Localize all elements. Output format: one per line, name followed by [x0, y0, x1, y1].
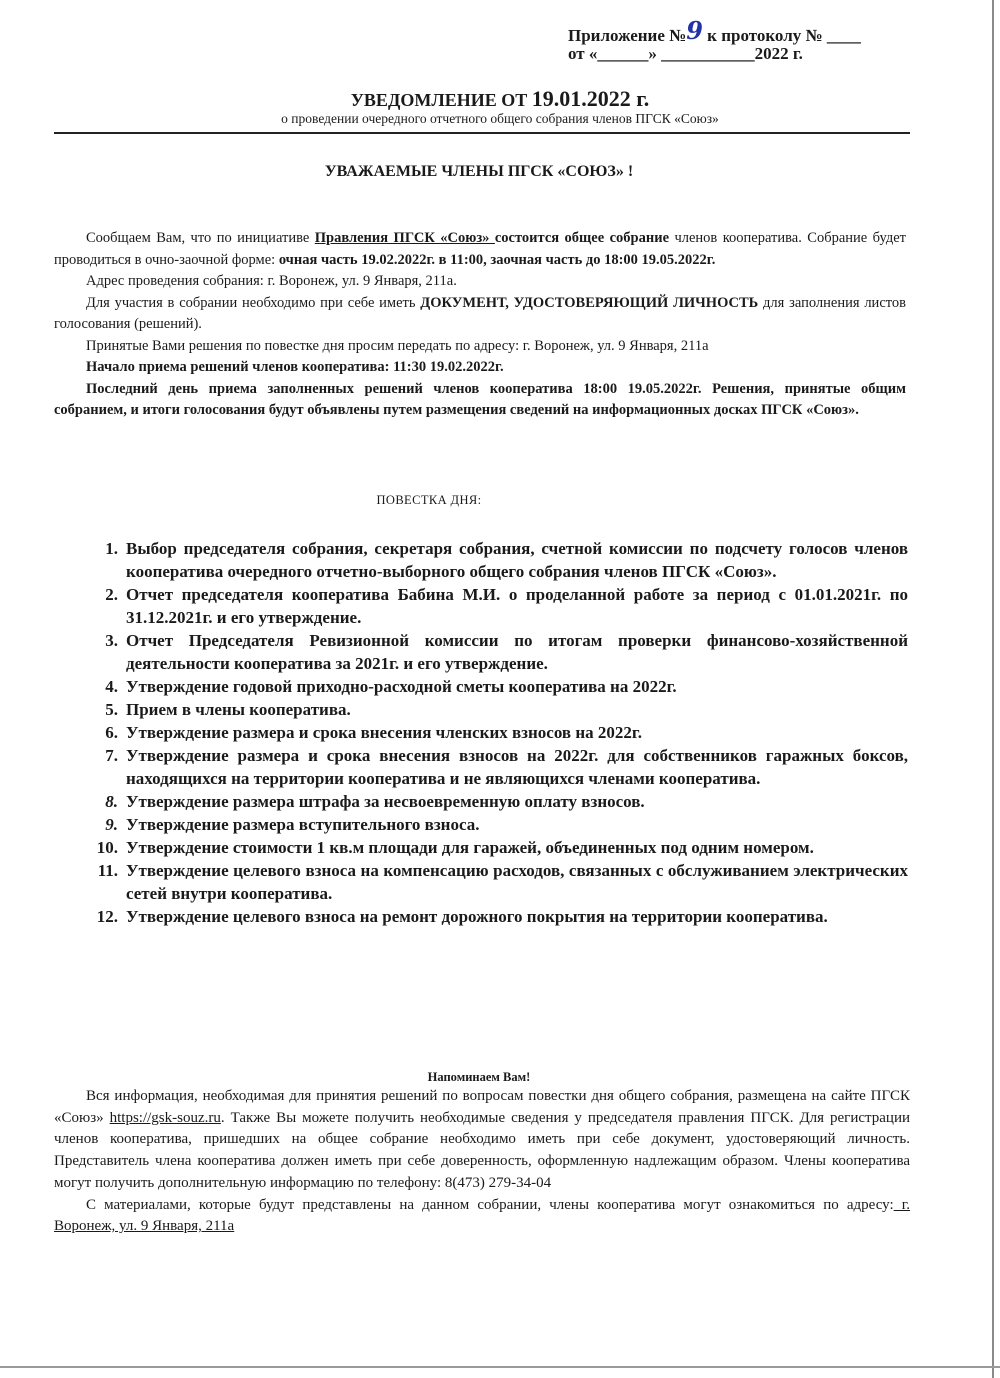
agenda-item	[86, 721, 908, 744]
agenda-heading: ПОВЕСТКА ДНЯ:	[376, 493, 482, 507]
agenda-item-number: 3.	[105, 631, 118, 650]
scan-edge-bottom	[0, 1366, 1000, 1368]
agenda-item-number: 1.	[105, 539, 118, 558]
agenda-item	[86, 629, 908, 675]
intro-paragraph	[54, 228, 906, 271]
annex-prefix: Приложение №	[568, 26, 687, 45]
agenda-item-number: 8.	[105, 792, 118, 811]
agenda-item-text: Утверждение размера и срока внесения взносов на 2022г. для собственников гаражных боксов, находящихся на территории кооператива и не являющихся членами кооператива.	[126, 746, 908, 788]
agenda-item-number: 10.	[96, 838, 118, 857]
title-date: 19.01.2022 г.	[531, 86, 650, 111]
agenda-item-text: Утверждение годовой приходно-расходной сметы кооператива на 2022г.	[126, 677, 677, 696]
agenda-item	[86, 813, 908, 836]
agenda-item-number: 9.	[105, 815, 118, 834]
annex-date-line: от «______» ___________2022 г.	[568, 44, 803, 63]
agenda-item	[86, 905, 908, 928]
agenda-item	[86, 836, 908, 859]
agenda-item-text: Утверждение целевого взноса на ремонт дорожного покрытия на территории кооператива.	[126, 907, 828, 926]
decisions-deadline: Последний день приема заполненных решений членов кооператива 18:00 19.05.2022г. Решения, принятые общим собранием, и итоги голосования будут объявлены путем размещения сведений на информационных досках ПГСК «Союз».	[54, 380, 906, 418]
agenda-item-text: Прием в члены кооператива.	[126, 700, 351, 719]
agenda-item-number: 11.	[97, 861, 118, 880]
agenda-item-text: Утверждение размера вступительного взноса.	[126, 815, 480, 834]
identity-text: Для участия в собрании необходимо при себе иметь	[86, 294, 421, 311]
agenda-item	[86, 859, 908, 905]
agenda-item-text: Отчет председателя кооператива Бабина М.И. о проделанной работе за период с 01.01.2021г. по 31.12.2021г. и его утверждение.	[126, 585, 908, 627]
materials-paragraph	[54, 1195, 910, 1238]
agenda-item	[86, 790, 908, 813]
reminder-paragraph	[54, 1086, 910, 1195]
intro-text: Сообщаем Вам, что по инициативе	[86, 230, 315, 246]
agenda-item-number: 5.	[105, 700, 118, 719]
page-title	[0, 86, 1000, 112]
identity-paragraph	[54, 293, 906, 336]
identity-text: для заполнения листов голосования (решений).	[54, 294, 906, 332]
agenda-item	[86, 537, 908, 583]
reminder-text: . Также Вы можете получить необходимые сведения у председателя правления ПГСК. Для регистрации членов кооператива, пришедших на общее собрание необходимо иметь при себе документ, удостоверяющий личность. Представитель члена кооператива должен иметь при себе доверенность, оформленную надлежащим образом. Члены кооператива могут получить дополнительную информацию по телефону: 8(473) 279-34-04	[54, 1109, 910, 1191]
agenda-item-number: 2.	[105, 585, 118, 604]
annex-line	[568, 16, 861, 46]
agenda-item-text: Утверждение стоимости 1 кв.м площади для гаражей, объединенных под одним номером.	[126, 838, 814, 857]
meeting-address: Адрес проведения собрания: г. Воронеж, ул. 9 Января, 211а.	[86, 273, 457, 289]
agenda-item-text: Утверждение размера штрафа за несвоевременную оплату взносов.	[126, 792, 645, 811]
title-divider	[54, 132, 910, 134]
scan-edge-right	[992, 0, 994, 1378]
reminder-text: Вся информация, необходимая для принятия решений по вопросам повестки дня общего собрания, размещена на сайте ПГСК «Союз»	[54, 1088, 910, 1126]
agenda-item-number: 7.	[105, 746, 118, 765]
agenda-item	[86, 744, 908, 790]
decisions-address: Принятые Вами решения по повестке дня просим передать по адресу: г. Воронеж, ул. 9 Января, 211а	[86, 337, 709, 354]
agenda-item-number: 4.	[105, 677, 118, 696]
greeting: УВАЖАЕМЫЕ ЧЛЕНЫ ПГСК «СОЮЗ» !	[324, 163, 634, 180]
agenda-item	[86, 698, 908, 721]
title-prefix: УВЕДОМЛЕНИЕ ОТ	[350, 90, 532, 110]
annex-suffix: к протоколу № ____	[702, 26, 861, 45]
annex-handwritten-number: 9	[686, 16, 703, 45]
reminder-section	[54, 1086, 910, 1238]
materials-text: С материалами, которые будут представлены на данном собрании, члены кооператива могут ознакомиться по адресу:	[86, 1196, 894, 1213]
agenda-item-text: Отчет Председателя Ревизионной комиссии по итогам проверки финансово-хозяйственной деятельности кооператива за 2021г. и его утверждение.	[126, 631, 908, 673]
meeting-dates: очная часть 19.02.2022г. в 11:00, заочная часть до 18:00 19.05.2022г.	[278, 251, 716, 268]
agenda-item-text: Утверждение размера и срока внесения членских взносов на 2022г.	[126, 723, 642, 742]
intro-section	[54, 228, 906, 422]
agenda-list	[86, 537, 908, 928]
intro-text: членов кооператива. Собрание будет проводиться в очно-заочной форме:	[54, 230, 906, 268]
decisions-start: Начало приема решений членов кооператива: 11:30 19.02.2022г.	[86, 359, 504, 375]
site-link[interactable]: https://gsk-souz.ru	[109, 1109, 221, 1126]
agenda-item	[86, 675, 908, 698]
agenda-item	[86, 583, 908, 629]
agenda-item-text: Утверждение целевого взноса на компенсацию расходов, связанных с обслуживанием электрических сетей внутри кооператива.	[126, 861, 908, 903]
materials-address: г. Воронеж, ул. 9 Января, 211а	[54, 1196, 910, 1235]
agenda-item-number: 12.	[96, 907, 118, 926]
board-reference: Правления ПГСК «Союз»	[314, 230, 495, 246]
identity-document: ДОКУМЕНТ, УДОСТОВЕРЯЮЩИЙ ЛИЧНОСТЬ	[420, 294, 759, 311]
agenda-item-number: 6.	[105, 723, 118, 742]
reminder-heading: Напоминаем Вам!	[427, 1070, 531, 1084]
page-subtitle: о проведении очередного отчетного общего собрания членов ПГСК «Союз»	[281, 111, 719, 126]
agenda-item-text: Выбор председателя собрания, секретаря собрания, счетной комиссии по подсчету голосов членов кооператива очередного отчетно-выборного общего собрания членов ПГСК «Союз».	[126, 539, 908, 581]
meeting-phrase: состоится общее собрание	[494, 230, 670, 246]
